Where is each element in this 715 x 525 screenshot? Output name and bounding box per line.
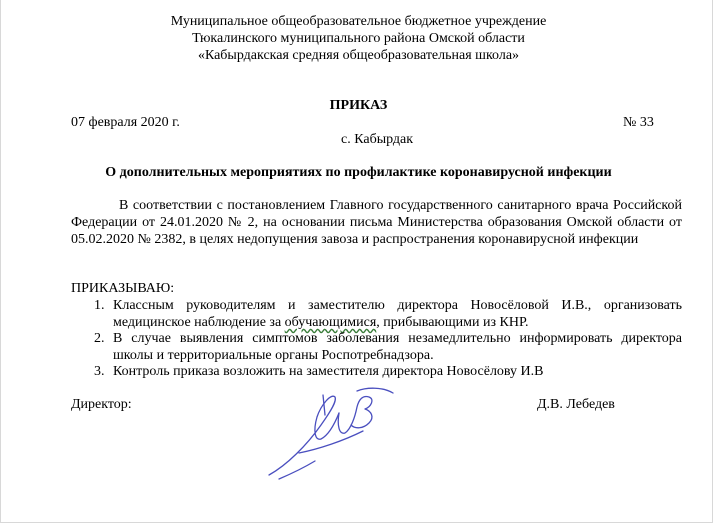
org-header-line-1: Муниципальное общеобразовательное бюджетное учреждение (170, 14, 547, 29)
signatory-role: Директор: (71, 397, 132, 412)
preamble-paragraph: В соответствии с постановлением Главного государственного санитарного врача Российской Федерации от 24.01.2020 № 2, на основании письма Министерства образования Омской области от 05.02.2020 № 2382, в целях недопущения завоза и распространения коронавирусной инфекции (71, 198, 682, 247)
list-item-text (113, 297, 682, 331)
list-item-text: Контроль приказа возложить на заместителя директора Новосёлову И.В (113, 364, 544, 379)
order-place: с. Кабырдак (341, 132, 414, 147)
list-item-text: В случае выявления симптомов заболевания незамедлительно информировать директора школы и территориальные органы Роспотребнадзора. (113, 331, 682, 363)
list-item-text-part: , прибывающими из КНР. (376, 315, 529, 330)
order-date: 07 февраля 2020 г. (71, 115, 180, 130)
list-item-text-part: Классным руководителям и заместителю директора Новосёловой И.В., организовать медицинское наблюдение за (113, 298, 682, 330)
list-item-number: 1. (94, 298, 105, 313)
org-header-line-2: Тюкалинского муниципального района Омской области (192, 31, 525, 46)
signatory-name: Д.В. Лебедев (537, 397, 615, 412)
list-item-number: 3. (94, 364, 105, 379)
order-subject: О дополнительных мероприятиях по профилактике коронавирусной инфекции (105, 165, 612, 180)
list-item-number: 2. (94, 331, 105, 346)
order-title: ПРИКАЗ (329, 98, 388, 113)
order-word: ПРИКАЗЫВАЮ: (71, 281, 175, 296)
spellcheck-marked-word: обучающимися (284, 315, 377, 330)
org-header-line-3: «Кабырдакская средняя общеобразовательная школа» (197, 48, 520, 63)
order-number: № 33 (623, 115, 654, 130)
handwritten-signature (259, 383, 399, 483)
